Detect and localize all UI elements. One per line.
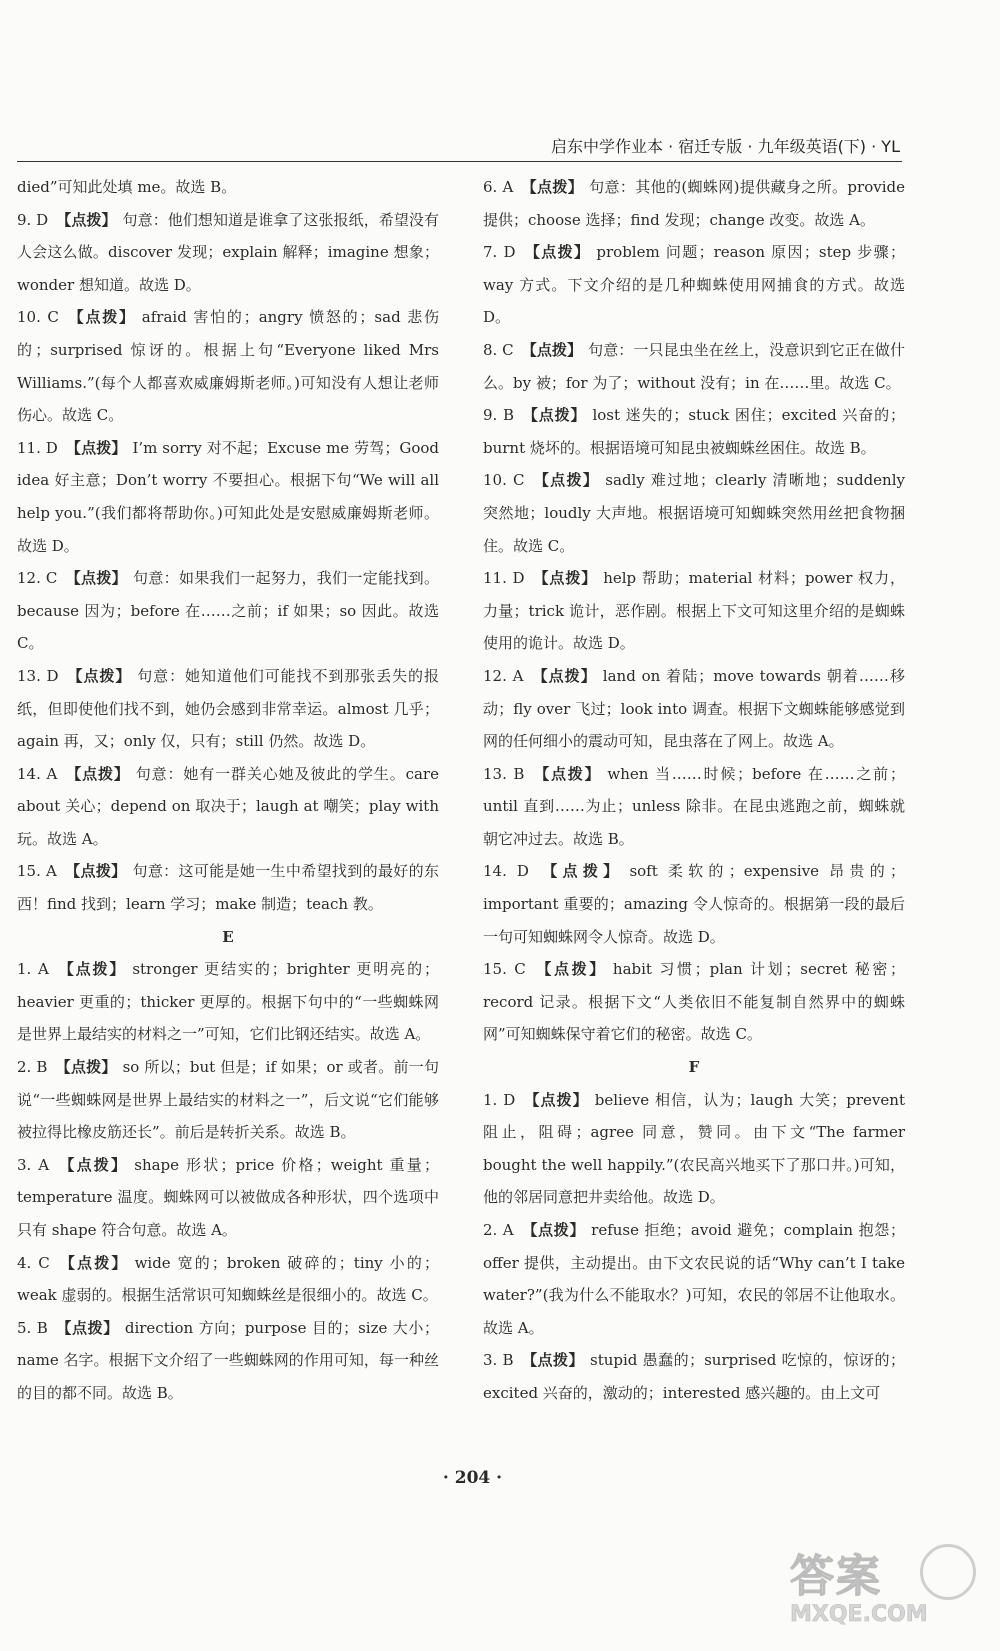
answer-number: 13. D [17,666,59,685]
watermark-circle-icon [920,1544,976,1600]
section-heading: E [222,927,234,946]
answer-item [483,1214,905,1344]
answer-number: 2. B [17,1058,48,1077]
answer-item [17,855,439,920]
answer-item [17,1149,439,1247]
answer-number: 15. A [17,862,57,881]
header-rule [17,161,902,162]
answer-explanation: 句意：如果我们一起努力，我们一定能找到。because 因为；before 在……之前；if 如果；so 因此。故选 C。 [17,569,439,653]
answer-explanation: shape 形状；price 价格；weight 重量；temperature 温度。蜘蛛网可以被做成各种形状，四个选项中只有 shape 符合句意。故选 A。 [17,1155,439,1239]
answer-explanation: refuse 拒绝；avoid 避免；complain 抱怨；offer 提供，主动提出。由下文农民说的话“Why can’t I take water?”(我为什么不能取水？)可知，农民的邻居不让他取水。故选 A。 [483,1221,905,1337]
answer-explanation: afraid 害怕的；angry 愤怒的；sad 悲伤的；surprised 惊讶的。根据上句“Everyone liked Mrs Williams.”(每个人都喜欢威廉姆斯老师。)可知没有人想让老师伤心。故选 C。 [17,308,439,425]
hint-tag: 【点拨】 [521,178,584,196]
answer-explanation: 句意：其他的(蜘蛛网)提供藏身之所。provide 提供；choose 选择；find 发现；change 改变。故选 A。 [483,178,905,229]
answer-number: 8. C [483,340,514,359]
hint-tag: 【点拨】 [532,471,600,490]
answer-item [483,1344,905,1409]
answer-explanation: habit 习惯；plan 计划；secret 秘密；record 记录。根据下文“人类依旧不能复制自然界中的蜘蛛网”可知蜘蛛保守着它们的秘密。故选 C。 [483,960,905,1044]
hint-tag: 【点拨】 [65,438,127,457]
answer-explanation: 句意：她有一群关心她及彼此的学生。care about 关心；depend on 取决于；laugh at 嘲笑；play with 玩。故选 A。 [17,764,439,848]
answer-item [483,171,905,236]
answer-explanation: wide 宽的；broken 破碎的；tiny 小的；weak 虚弱的。根据生活常识可知蜘蛛丝是很细小的。故选 C。 [17,1253,440,1305]
hint-tag: 【点拨】 [532,764,602,783]
answer-item [17,301,439,431]
hint-tag: 【点拨】 [56,210,117,229]
answer-number: 4. C [17,1253,50,1272]
hint-tag: 【点拨】 [523,1090,589,1109]
answer-number: 2. A [483,1221,514,1239]
answer-number: 14. A [17,764,58,783]
answer-number: 1. A [17,960,49,979]
answer-item [483,953,905,1051]
answer-item [17,1312,439,1410]
hint-tag: 【点拨】 [532,569,598,588]
answer-explanation: land on 着陆；move towards 朝着……移动；fly over 飞过；look into 调查。根据下文蜘蛛能够感觉到网的任何细小的震动可知，昆虫落在了网上。故选 A。 [483,666,905,751]
hint-tag: 【点拨】 [57,1155,129,1174]
answer-explanation: sadly 难过地；clearly 清晰地；suddenly 突然地；loudly 大声地。根据语境可知蜘蛛突然用丝把食物捆住。故选 C。 [483,471,905,555]
answer-item [17,204,439,302]
answer-explanation: so 所以；but 但是；if 如果；or 或者。前一句说“一些蜘蛛网是世界上最结实的材料之一”，后文说“它们能够被拉得比橡皮筋还长”。前后是转折关系。故选 B。 [17,1058,439,1142]
answer-item [483,1084,905,1214]
answer-item [17,562,439,660]
answer-item [17,953,439,1051]
answer-explanation: soft 柔软的；expensive 昂贵的；important 重要的；amazing 令人惊奇的。根据第一段的最后一句可知蜘蛛网令人惊奇。故选 D。 [483,862,905,946]
hint-tag: 【点拨】 [536,862,624,881]
answer-item [17,1247,439,1312]
answer-item [17,758,439,856]
answer-number: 12. C [17,569,58,588]
answer-item [483,399,905,464]
answer-number: 9. D [17,210,49,229]
hint-tag: 【点拨】 [56,960,127,979]
hint-tag: 【点拨】 [65,764,130,783]
answer-explanation: help 帮助；material 材料；power 权力，力量；trick 诡计，恶作剧。根据上下文可知这里介绍的是蜘蛛使用的诡计。故选 D。 [483,569,905,653]
hint-tag: 【点拨】 [65,569,127,588]
answer-item [483,464,905,562]
hint-tag: 【点拨】 [533,960,607,979]
answer-number: 10. C [17,308,59,327]
hint-tag: 【点拨】 [522,406,587,425]
page-number: · 204 · [442,1468,503,1488]
answer-number: 11. D [17,438,58,457]
hint-tag: 【点拨】 [521,1221,586,1239]
answer-explanation: 句意：他们想知道是谁拿了这张报纸，希望没有人会这么做。discover 发现；explain 解释；imagine 想象；wonder 想知道。故选 D。 [17,210,439,294]
answer-explanation: 句意：这可能是她一生中希望找到的最好的东西！find 找到；learn 学习；make 制造；teach 教。 [17,862,439,914]
answer-explanation: I’m sorry 对不起；Excuse me 劳驾；Good idea 好主意；Don’t worry 不要担心。根据下句“We will all help you.”(我们都将帮助你。)可知此处是安慰威廉姆斯老师。故选 D。 [17,438,439,555]
answer-number: 11. D [483,569,525,588]
answer-explanation: 句意：一只昆虫坐在丝上，没意识到它正在做什么。by 被；for 为了；without 没有；in 在……里。故选 C。 [483,340,905,392]
answer-number: 6. A [483,178,514,196]
hint-tag: 【点拨】 [66,308,136,327]
answer-item [483,236,905,334]
answer-number: 14. D [483,862,529,881]
answer-item [483,855,905,953]
answer-explanation: when 当……时候；before 在……之前；until 直到……为止；unless 除非。在昆虫逃跑之前，蜘蛛就朝它冲过去。故选 B。 [483,764,905,848]
hint-tag: 【点拨】 [64,862,127,881]
right-column [483,171,905,1410]
answer-number: 1. D [483,1090,516,1109]
watermark-logo [790,1540,995,1645]
answer-explanation: stronger 更结实的；brighter 更明亮的；heavier 更重的；thicker 更厚的。根据下句中的“一些蜘蛛网是世界上最结实的材料之一”可知，它们比钢还结实。故选 A。 [17,960,439,1044]
answer-number: 15. C [483,960,526,979]
answer-explanation: stupid 愚蠢的；surprised 吃惊的，惊讶的；excited 兴奋的，激动的；interested 感兴趣的。由上文可 [483,1351,905,1402]
answer-explanation: 句意：她知道他们可能找不到那张丢失的报纸，但即使他们找不到，她仍会感到非常幸运。almost 几乎；again 再，又；only 仅，只有；still 仍然。故选 D。 [17,666,439,751]
hint-tag: 【点拨】 [523,243,591,262]
answer-number: 13. B [483,764,525,783]
answer-number: 3. A [17,1155,50,1174]
hint-tag: 【点拨】 [66,666,132,685]
answer-item [483,758,905,856]
watermark-text-bottom: MXQE.COM [790,1602,928,1627]
answer-item [17,1051,439,1149]
watermark-text-top: 答案 [790,1551,882,1602]
answer-item [483,334,905,399]
hint-tag: 【点拨】 [521,340,583,359]
answer-item [17,432,439,562]
answer-explanation: believe 相信，认为；laugh 大笑；prevent 阻止，阻碍；agree 同意，赞同。由下文“The farmer bought the well happily.”(农民高兴地买下了那口井。)可知，他的邻居同意把井卖给他。故选 D。 [483,1090,905,1207]
hint-tag: 【点拨】 [531,666,597,685]
running-header [0,134,900,157]
answer-number: 12. A [483,666,524,685]
answer-explanation: direction 方向；purpose 目的；size 大小；name 名字。根据下文介绍了一些蜘蛛网的作用可知，每一种丝的目的都不同。故选 B。 [17,1318,439,1402]
answer-number: 7. D [483,243,516,262]
hint-tag: 【点拨】 [55,1318,119,1337]
header-title: 启东中学作业本 · 宿迁专版 · 九年级英语(下) · YL [551,137,900,156]
answer-item [17,171,439,204]
hint-tag: 【点拨】 [521,1351,585,1370]
answer-item [17,660,439,758]
section-heading: F [688,1058,700,1077]
answer-item [483,562,905,660]
answer-number: 5. B [17,1318,48,1337]
answer-number: 9. B [483,406,514,425]
answer-number: 3. B [483,1351,514,1370]
answer-explanation: died”可知此处填 me。故选 B。 [17,178,237,196]
answer-number: 10. C [483,471,525,490]
answer-explanation: problem 问题；reason 原因；step 步骤；way 方式。下文介绍的是几种蜘蛛使用网捕食的方式。故选 D。 [483,243,905,327]
answer-item [483,660,905,758]
hint-tag: 【点拨】 [57,1253,129,1272]
left-column [17,171,439,1410]
hint-tag: 【点拨】 [55,1058,117,1077]
answer-explanation: lost 迷失的；stuck 困住；excited 兴奋的；burnt 烧坏的。根据语境可知昆虫被蜘蛛丝困住。故选 B。 [483,406,905,457]
